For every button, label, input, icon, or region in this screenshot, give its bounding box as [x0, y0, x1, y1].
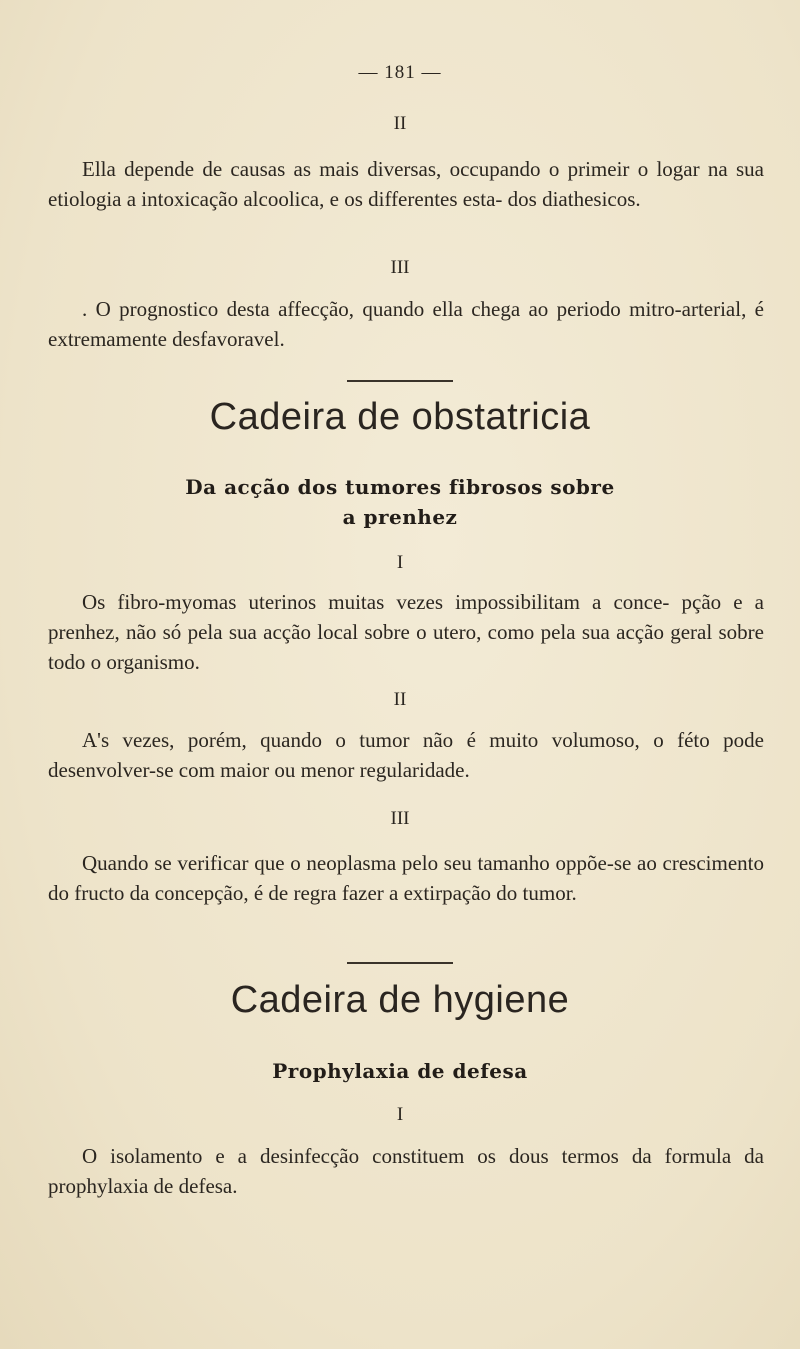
divider	[347, 962, 453, 964]
paragraph: O isolamento e a desinfecção constituem os dous termos da formula da prophylaxia de defesa.	[48, 1144, 764, 1198]
paragraph: . O prognostico desta affecção, quando ella chega ao periodo mitro-arterial, é extremamente desfavoravel.	[48, 297, 764, 351]
section-numeral: I	[396, 1104, 404, 1125]
section-numeral: III	[390, 257, 410, 278]
section-numeral: II	[393, 689, 407, 710]
section-numeral: II	[393, 113, 407, 134]
section-title: Cadeira de hygiene	[230, 979, 570, 1021]
section-subtitle: Da acção dos tumores fibrosos sobre	[185, 475, 615, 499]
section-subtitle: Prophylaxia de defesa	[272, 1059, 528, 1083]
paragraph: A's vezes, porém, quando o tumor não é muito volumoso, o féto pode desenvolver-se com maior ou menor regularidade.	[48, 728, 764, 782]
section-subtitle: a prenhez	[342, 505, 458, 529]
paragraph: Quando se verificar que o neoplasma pelo seu tamanho oppõe-se ao crescimento do fructo da concepção, é de regra fazer a extirpação do tumor.	[48, 851, 764, 905]
page-number: — 181 —	[358, 62, 442, 83]
paragraph: Ella depende de causas as mais diversas, occupando o primeir o logar na sua etiologia a intoxicação alcoolica, e os differentes esta- dos diathesicos.	[48, 157, 764, 211]
divider	[347, 380, 453, 382]
section-numeral: I	[396, 552, 404, 573]
section-title: Cadeira de obstatricia	[209, 396, 591, 438]
paragraph: Os fibro-myomas uterinos muitas vezes impossibilitam a conce- pção e a prenhez, não só pela sua acção local sobre o utero, como pela sua acção geral sobre todo o organismo.	[48, 590, 764, 674]
section-numeral: III	[390, 808, 410, 829]
